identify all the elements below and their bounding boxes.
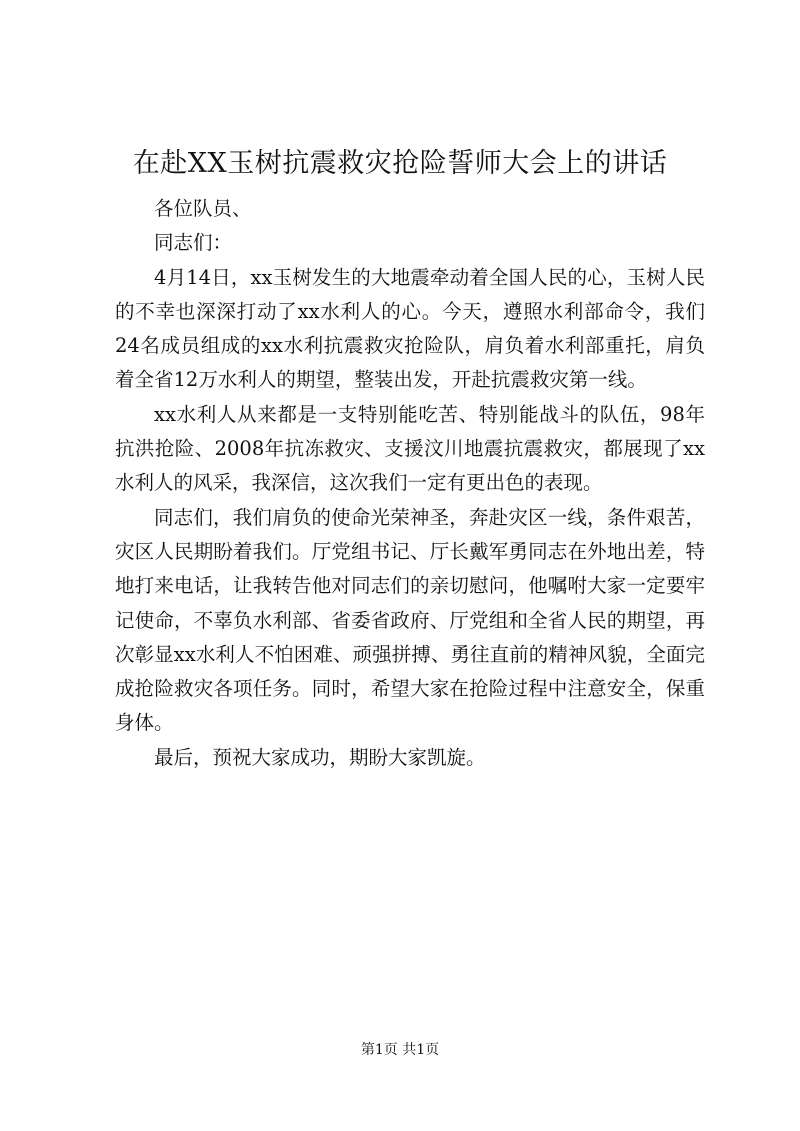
salutation-comrades: 同志们： bbox=[154, 231, 233, 255]
document-body bbox=[115, 192, 705, 775]
salutation-team-members: 各位队员、 bbox=[154, 197, 252, 220]
paragraph-earthquake-dispatch: 4月14日，xx玉树发生的大地震牵动着全国人民的心，玉树人民的不幸也深深打动了xx水利人的心。今天，遵照水利部命令，我们24名成员组成的xx水利抗震救灾抢险队，肩负着水利部重托，肩负着全省12万水利人的期望，整装出发，开赴抗震救灾第一线。 bbox=[115, 265, 705, 392]
paragraph-team-history: xx水利人从来都是一支特别能吃苦、特别能战斗的队伍，98年抗洪抢险、2008年抗冻救灾、支援汶川地震抗震救灾，都展现了xx水利人的风采，我深信，这次我们一定有更出色的表现。 bbox=[115, 402, 705, 495]
paragraph-mission-message: 同志们，我们肩负的使命光荣神圣，奔赴灾区一线，条件艰苦，灾区人民期盼着我们。厅党组书记、厅长戴军勇同志在外地出差，特地打来电话，让我转告他对同志们的亲切慰问，他嘱咐大家一定要牢记使命，不辜负水利部、省委省政府、厅党组和全省人民的期望，再次彰显xx水利人不怕困难、顽强拼搏、勇往直前的精神风貌，全面完成抢险救灾各项任务。同时，希望大家在抢险过程中注意安全，保重身体。 bbox=[115, 505, 705, 735]
document-title: 在赴XX玉树抗震救灾抢险誓师大会上的讲话 bbox=[132, 148, 668, 179]
paragraph-closing-wishes: 最后，预祝大家成功，期盼大家凯旋。 bbox=[154, 745, 486, 769]
page-number-footer: 第1页 共1页 bbox=[360, 1042, 440, 1058]
